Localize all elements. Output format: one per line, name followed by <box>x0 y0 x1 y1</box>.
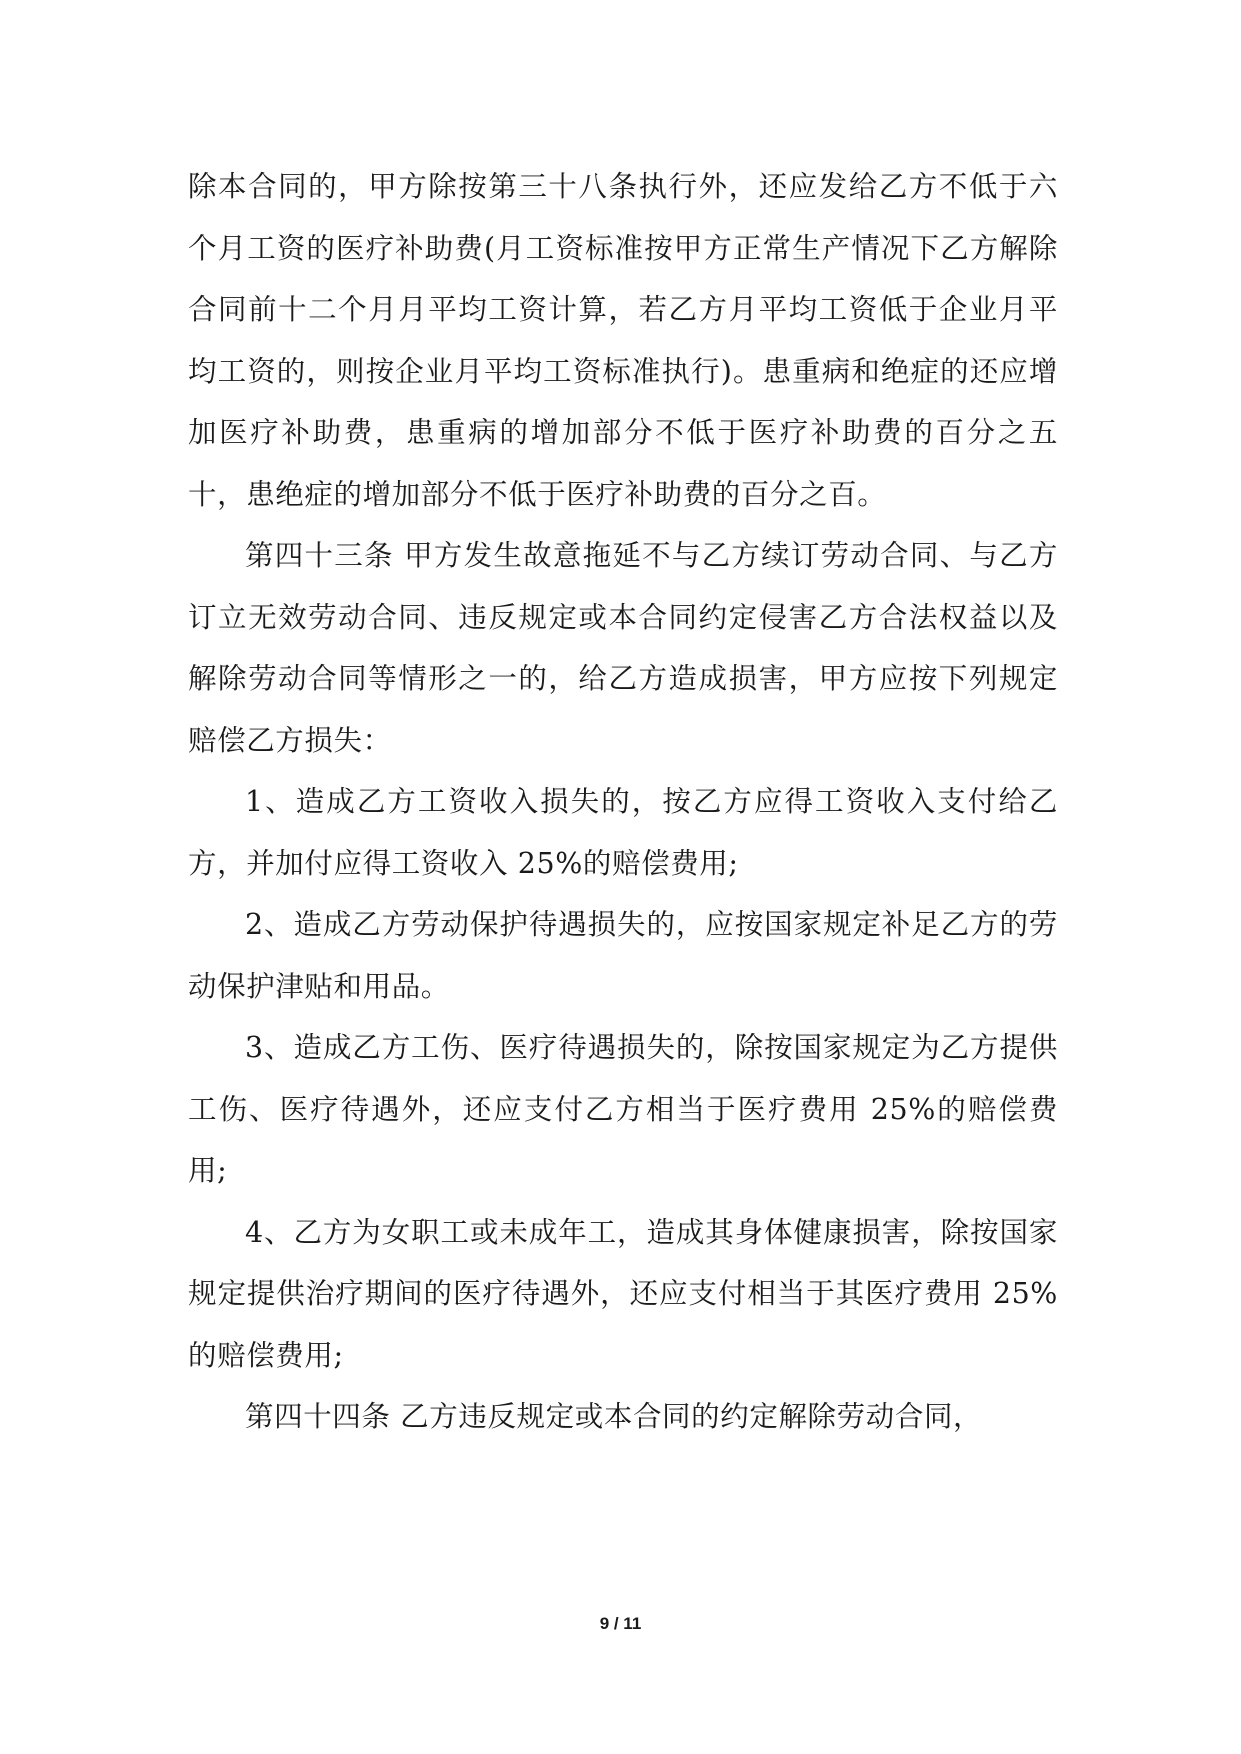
paragraph-item-1: 1、造成乙方工资收入损失的，按乙方应得工资收入支付给乙方，并加付应得工资收入 25%的赔偿费用; <box>188 785 1058 880</box>
paragraph-article-43: 第四十三条 甲方发生故意拖延不与乙方续订劳动合同、与乙方订立无效劳动合同、违反规定或本合同约定侵害乙方合法权益以及解除劳动合同等情形之一的，给乙方造成损害，甲方应按下列规定赔偿乙方损失： <box>188 539 1058 757</box>
paragraph-article-44: 第四十四条 乙方违反规定或本合同的约定解除劳动合同， <box>245 1400 983 1433</box>
page-number: 9 / 11 <box>599 1614 642 1633</box>
paragraph-1: 除本合同的，甲方除按第三十八条执行外，还应发给乙方不低于六个月工资的医疗补助费(月工资标准按甲方正常生产情况下乙方解除合同前十二个月月平均工资计算，若乙方月平均工资低于企业月平均工资的，则按企业月平均工资标准执行)。患重病和绝症的还应增加医疗补助费，患重病的增加部分不低于医疗补助费的百分之五十，患绝症的增加部分不低于医疗补助费的百分之百。 <box>188 170 1058 511</box>
document-body <box>188 156 1058 1448</box>
paragraph-item-4: 4、乙方为女职工或未成年工，造成其身体健康损害，除按国家规定提供治疗期间的医疗待遇外，还应支付相当于其医疗费用 25%的赔偿费用; <box>188 1215 1058 1372</box>
paragraph-item-3: 3、造成乙方工伤、医疗待遇损失的，除按国家规定为乙方提供工伤、医疗待遇外，还应支付乙方相当于医疗费用 25%的赔偿费用; <box>188 1031 1058 1187</box>
paragraph-item-2: 2、造成乙方劳动保护待遇损失的，应按国家规定补足乙方的劳动保护津贴和用品。 <box>188 908 1058 1003</box>
